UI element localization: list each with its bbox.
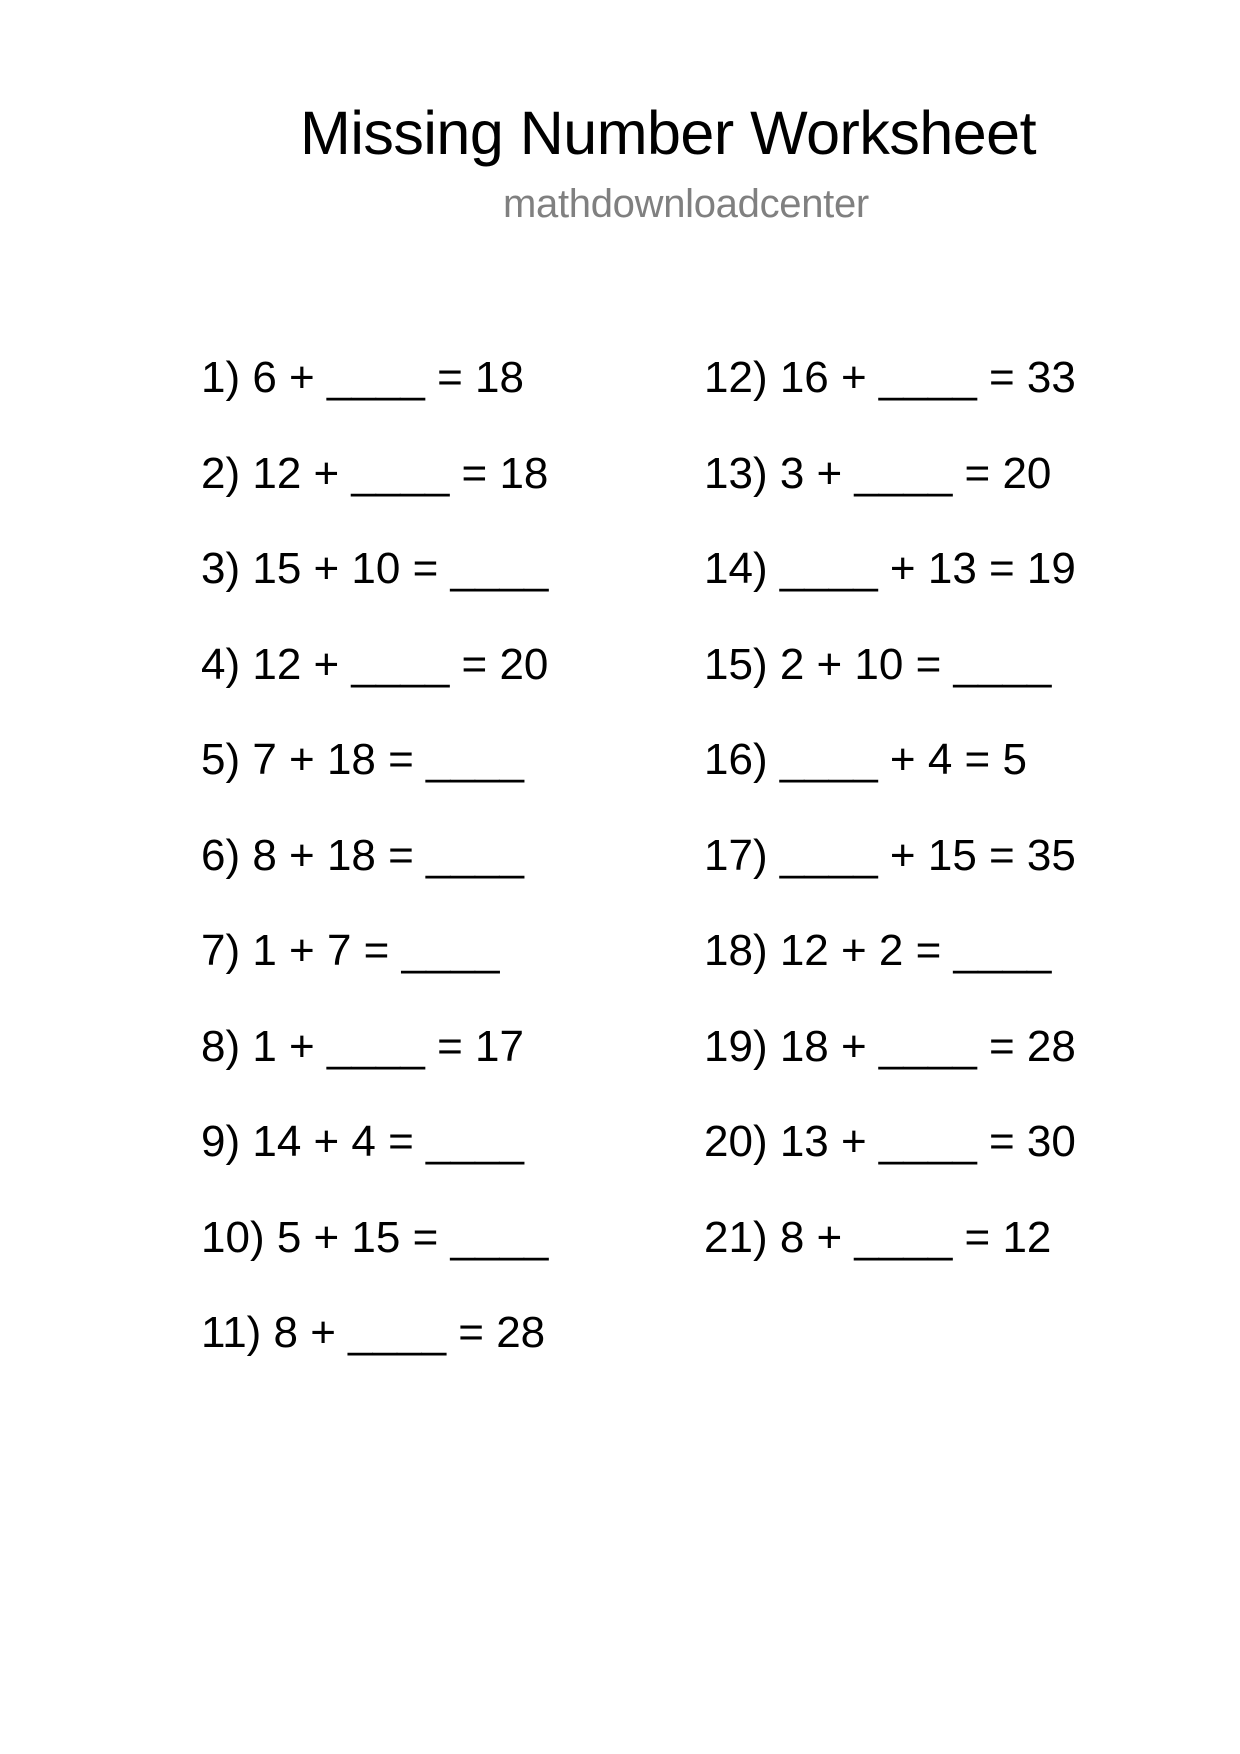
problem: 21) 8 + ____ = 12 <box>704 1212 1052 1262</box>
problem: 11) 8 + ____ = 28 <box>201 1308 546 1357</box>
problem: 8) 1 + ____ = 17 <box>201 1021 524 1071</box>
problem: 17) ____ + 15 = 35 <box>704 830 1076 880</box>
worksheet-source: mathdownloadcenter <box>503 182 869 226</box>
problem: 16) ____ + 4 = 5 <box>704 735 1027 784</box>
problem: 9) 14 + 4 = ____ <box>201 1117 524 1166</box>
problem: 1) 6 + ____ = 18 <box>201 353 524 402</box>
problems-right-column <box>704 350 1076 1305</box>
problem: 12) 16 + ____ = 33 <box>704 353 1076 402</box>
problem: 3) 15 + 10 = ____ <box>201 544 549 593</box>
problem: 19) 18 + ____ = 28 <box>704 1021 1076 1071</box>
problem: 13) 3 + ____ = 20 <box>704 448 1052 498</box>
problem: 7) 1 + 7 = ____ <box>201 926 500 975</box>
problem: 15) 2 + 10 = ____ <box>704 639 1052 689</box>
problems-left-column <box>201 350 548 1401</box>
problem: 6) 8 + 18 = ____ <box>201 830 524 880</box>
problem: 5) 7 + 18 = ____ <box>201 735 524 784</box>
problem: 20) 13 + ____ = 30 <box>704 1117 1076 1166</box>
problem: 18) 12 + 2 = ____ <box>704 926 1052 975</box>
problem: 14) ____ + 13 = 19 <box>704 544 1076 593</box>
problem: 4) 12 + ____ = 20 <box>201 639 549 689</box>
problem: 10) 5 + 15 = ____ <box>201 1212 549 1262</box>
worksheet-title: Missing Number Worksheet <box>300 99 1037 167</box>
problem: 2) 12 + ____ = 18 <box>201 448 549 498</box>
